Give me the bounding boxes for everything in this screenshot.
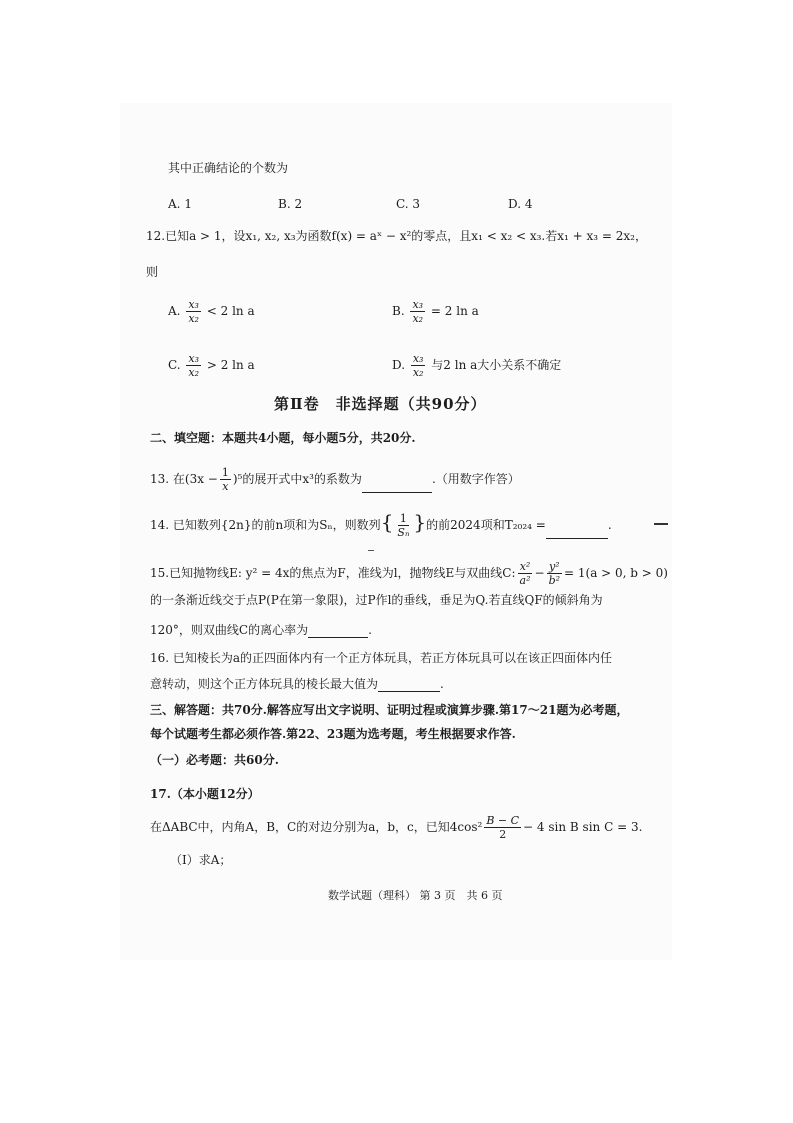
q15-line3: 120°，则双曲线C的离心率为 . — [150, 623, 372, 637]
q14-answer-blank — [546, 526, 608, 539]
q12-option-c: C. $\frac{\text{x₃}}{\text{x₂}}$ > 2 ln a — [168, 352, 255, 379]
fill-section-header: 二、填空题：本题共4小题，每小题5分，共20分. — [150, 431, 416, 445]
q11-option-b: B. 2 — [278, 197, 303, 211]
q13: 13. 在(3x − $\frac{1}{x}$ )⁵的展开式中x³的系数为 .（用数字作答） — [150, 466, 520, 493]
solve-header-line1: 三、解答题：共70分.解答应写出文字说明、证明过程或演算步骤.第17～21题为必考题， — [150, 703, 629, 717]
required-header: （一）必考题：共60分. — [150, 753, 279, 767]
q13-answer-blank — [362, 480, 432, 493]
q15-answer-blank — [308, 625, 368, 638]
q11-option-a: A. 1 — [168, 197, 192, 211]
q17-stem: 在ΔABC中，内角A，B，C的对边分别为a，b，c，已知4cos² $\frac{B - C}{2}$ − 4 sin B sin C = 3. — [150, 814, 643, 841]
solve-header-line2: 每个试题考生都必须作答.第22、23题为选考题，考生根据要求作答. — [150, 727, 516, 741]
q11-option-d: D. 4 — [508, 197, 533, 211]
q16-line1: 16. 已知棱长为a的正四面体内有一个正方体玩具，若正方体玩具可以在该正四面体内任 — [150, 651, 613, 665]
q12-option-b: B. $\frac{\text{x₃}}{\text{x₂}}$ = 2 ln a — [392, 298, 479, 325]
q15-line1: 15.已知抛物线E: y² = 4x的焦点为F，准线为l，抛物线E与双曲线C: $\frac{\text{x²}}{\text{a²}}$ − $\frac{\text{y²}}{\text{b²}}$ = 1(a > 0, b > 0) — [150, 560, 668, 587]
q14: 14. 已知数列{2n}的前n项和为Sₙ，则数列{ $\frac{1}{\text{Sₙ}}$ }的前2024项和T₂₀₂₄ = . — [150, 510, 612, 539]
q11-option-c: C. 3 — [396, 197, 421, 211]
margin-mark — [654, 523, 668, 525]
q12-option-d: D. $\frac{\text{x₃}}{\text{x₂}}$ 与2 ln a大小关系不确定 — [392, 352, 562, 379]
q15-line2: 的一条渐近线交于点P(P在第一象限)，过P作l的垂线，垂足为Q.若直线QF的倾斜角为 — [150, 593, 603, 607]
q16-answer-blank — [378, 679, 440, 692]
q17-part1: （Ⅰ）求A； — [170, 853, 232, 867]
q12-stem-cont: 则 — [146, 265, 159, 279]
q11-stem: 其中正确结论的个数为 — [168, 161, 289, 175]
part2-title: 第Ⅱ卷 非选择题（共90分） — [274, 395, 487, 413]
scan-speck — [368, 550, 374, 551]
q17-title: 17.（本小题12分） — [150, 787, 260, 801]
q16-line2: 意转动，则这个正方体玩具的棱长最大值为 . — [150, 677, 444, 691]
q12-option-a: A. $\frac{\text{x₃}}{\text{x₂}}$ < 2 ln a — [168, 298, 255, 325]
q12-stem: 12.已知a > 1，设x₁, x₂, x₃为函数f(x) = aˣ − x²的零点，且x₁ < x₂ < x₃.若x₁ + x₃ = 2x₂， — [146, 229, 647, 243]
page-footer: 数学试题（理科） 第 3 页 共 6 页 — [328, 889, 503, 902]
